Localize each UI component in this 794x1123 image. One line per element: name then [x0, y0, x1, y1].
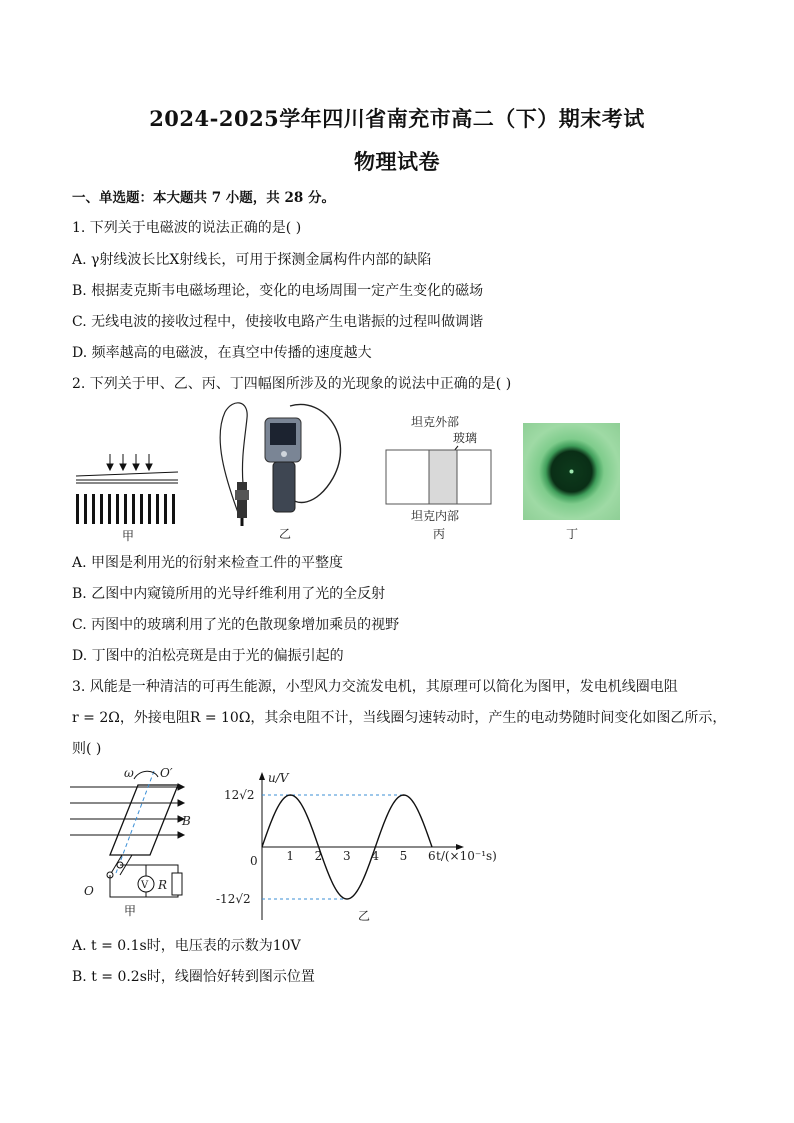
q2-option-c: C. 丙图中的玻璃利用了光的色散现象增加乘员的视野: [72, 617, 400, 633]
y-axis-label: u/V: [268, 771, 289, 785]
figure-ding-poisson-spot: [522, 422, 622, 544]
q1-stem: 1. 下列关于电磁波的说法正确的是( ): [72, 220, 302, 236]
q2-option-b: B. 乙图中内窥镜所用的光导纤维利用了光的全反射: [72, 586, 386, 602]
omega-arrow: [134, 771, 158, 779]
tank-inner-label: 坦克内部: [411, 509, 460, 523]
omega-label: ω: [124, 766, 134, 780]
o-prime-label: O′: [160, 766, 173, 780]
q3-option-a: A. t = 0.1s时，电压表的示数为10V: [72, 938, 301, 954]
glass-block: [429, 450, 457, 504]
q1-option-a: A. γ射线波长比X射线长，可用于探测金属构件内部的缺陷: [72, 252, 432, 268]
figure-bing-tank-window: [383, 412, 495, 544]
x-tick-2: 2: [314, 849, 323, 863]
fig-label-jia-gen: 甲: [124, 904, 137, 918]
y-tick-min: -12√2: [216, 892, 251, 906]
down-arrows: [107, 454, 152, 470]
q2-option-a: A. 甲图是利用光的衍射来检查工件的平整度: [72, 555, 344, 571]
section-heading: 一、单选题：本大题共 7 小题，共 28 分。: [72, 190, 335, 206]
x-tick-3: 3: [343, 849, 351, 863]
tank-outer-label: 坦克外部: [411, 415, 460, 429]
fig-label-yi: 乙: [279, 527, 292, 541]
wedge-plates: [76, 472, 178, 483]
probe-handle: [235, 482, 249, 526]
q3-stem-line1: 3. 风能是一种清洁的可再生能源，小型风力交流发电机，其原理可以简化为图甲，发电机线圈电阻: [72, 679, 678, 695]
figure-jia-interference: [70, 450, 185, 545]
x-tick-4: 4: [371, 849, 379, 863]
fig-label-yi-chart: 乙: [358, 909, 371, 923]
bright-spot: [570, 470, 574, 474]
exam-title: 2024-2025学年四川省南充市高二（下）期末考试: [149, 106, 645, 131]
q3-option-b: B. t = 0.2s时，线圈恰好转到图示位置: [72, 969, 315, 985]
q1-option-d: D. 频率越高的电磁波，在真空中传播的速度越大: [72, 345, 372, 361]
o-label: O: [84, 884, 94, 898]
x-axis-label: t/(×10⁻¹s): [436, 849, 497, 863]
fig-label-jia: 甲: [122, 529, 135, 543]
y-axis-arrow: [259, 772, 265, 780]
scope-device: [265, 418, 301, 512]
b-label: B: [182, 814, 191, 828]
rotation-axis: [116, 771, 154, 873]
glass-label: 玻璃: [453, 431, 478, 445]
y-tick-zero: 0: [250, 854, 258, 868]
exam-subtitle: 物理试卷: [354, 149, 440, 174]
resistor-icon: [172, 873, 182, 895]
fringes: [76, 494, 175, 524]
fig-label-ding: 丁: [566, 527, 579, 541]
coil-loop: [110, 785, 178, 855]
q2-option-d: D. 丁图中的泊松亮斑是由于光的偏振引起的: [72, 648, 344, 664]
y-tick-max: 12√2: [224, 788, 255, 802]
q3-stem-line3: 则( ): [72, 741, 102, 757]
q1-option-b: B. 根据麦克斯韦电磁场理论，变化的电场周围一定产生变化的磁场: [72, 283, 484, 299]
figure-yi-endoscope: [205, 398, 355, 543]
q2-stem: 2. 下列关于甲、乙、丙、丁四幅图所涉及的光现象的说法中正确的是( ): [72, 376, 512, 392]
q3-stem-line2: r = 2Ω，外接电阻R = 10Ω，其余电阻不计，当线圈匀速转动时，产生的电动势随时间变化如图乙所示，: [72, 710, 727, 726]
x-tick-1: 1: [286, 849, 294, 863]
figure-generator: [66, 765, 196, 925]
emf-chart: [210, 768, 510, 926]
x-tick-5: 5: [399, 849, 408, 863]
x-ticks: [286, 849, 435, 863]
q1-option-c: C. 无线电波的接收过程中，使接收电路产生电谐振的过程叫做调谐: [72, 314, 484, 330]
resistor-label: R: [158, 878, 168, 892]
fig-label-bing: 丙: [433, 527, 446, 541]
x-tick-6: 6: [428, 849, 436, 863]
voltmeter-label: V: [141, 880, 149, 891]
